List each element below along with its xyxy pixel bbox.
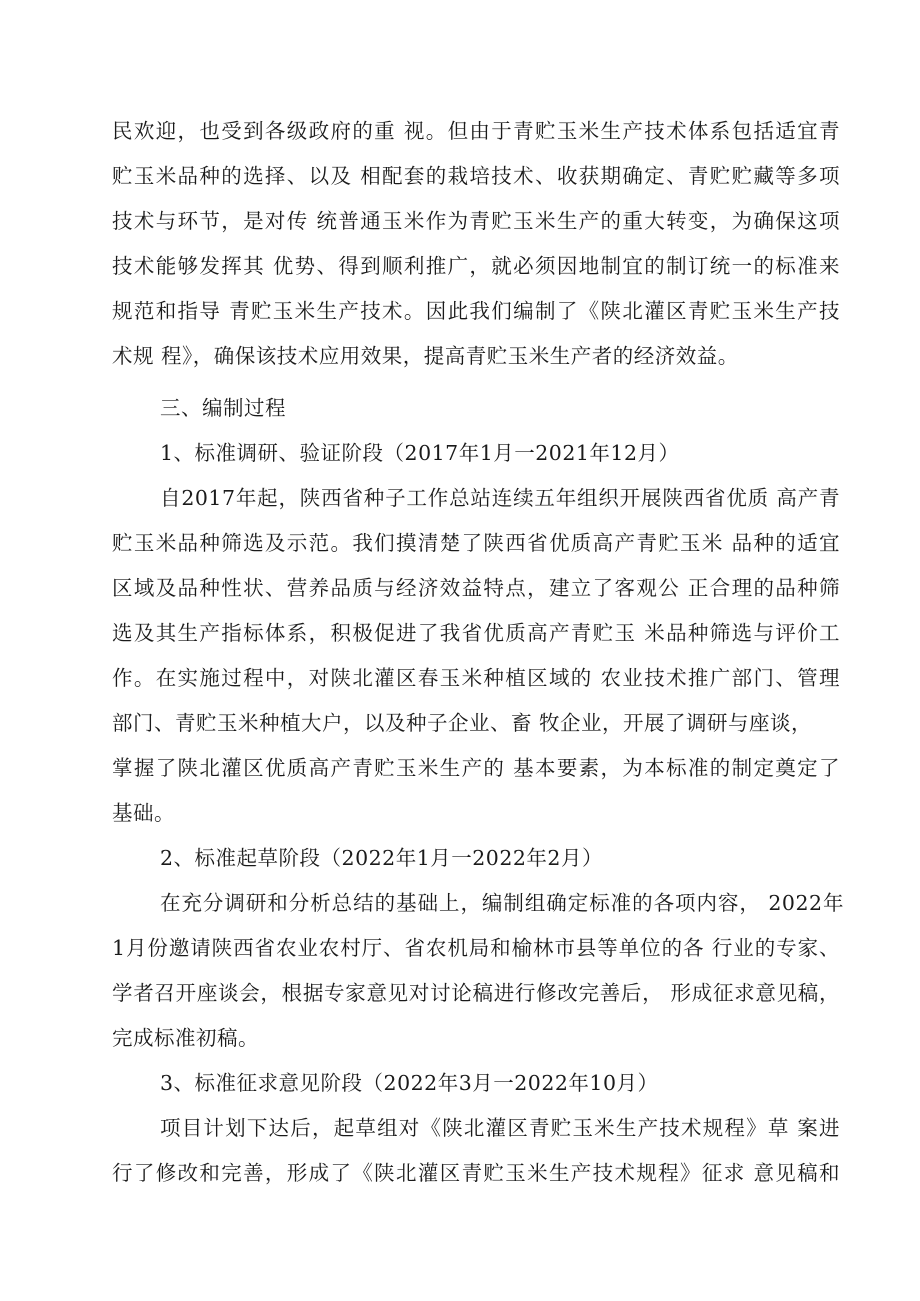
text-line: 部门、青贮玉米种植大户，以及种子企业、畜 牧企业，开展了调研与座谈， bbox=[112, 711, 813, 735]
text-line: 贮玉米品种的选择、以及 相配套的栽培技术、收获期确定、青贮贮藏等多项 bbox=[112, 164, 840, 188]
subsection-heading: 2、标准起草阶段（2022年1月一2022年2月） bbox=[160, 846, 603, 870]
text-line: 项目计划下达后，起草组对《陕北灌区青贮玉米生产技术规程》草 案进 bbox=[160, 1116, 840, 1140]
text-line: 区域及品种性状、营养品质与经济效益特点，建立了客观公 正合理的品种筛 bbox=[112, 576, 840, 600]
text-line: 术规 程》，确保该技术应用效果，提高青贮玉米生产者的经济效益。 bbox=[112, 344, 739, 368]
subsection-heading: 1、标准调研、验证阶段（2017年1月一2021年12月） bbox=[160, 441, 680, 465]
text-line: 基础。 bbox=[112, 801, 175, 825]
text-line: 规范和指导 青贮玉米生产技术。因此我们编制了《陕北灌区青贮玉米生产技 bbox=[112, 299, 840, 323]
text-line: 在充分调研和分析总结的基础上，编制组确定标准的各项内容， 2022年 bbox=[160, 891, 844, 915]
text-line: 贮玉米品种筛选及示范。我们摸清楚了陕西省优质高产青贮玉米 品种的适宜 bbox=[112, 531, 840, 555]
text-line: 完成标准初稿。 bbox=[112, 1026, 259, 1050]
text-line: 1月份邀请陕西省农业农村厅、省农机局和榆林市县等单位的各 行业的专家、 bbox=[112, 936, 840, 960]
text-line: 行了修改和完善，形成了《陕北灌区青贮玉米生产技术规程》征求 意见稿和 bbox=[112, 1161, 840, 1185]
text-line: 选及其生产指标体系，积极促进了我省优质高产青贮玉 米品种筛选与评价工 bbox=[112, 621, 840, 645]
subsection-heading: 3、标准征求意见阶段（2022年3月一2022年10月） bbox=[160, 1071, 659, 1095]
text-line: 学者召开座谈会，根据专家意见对讨论稿进行修改完善后， 形成征求意见稿， bbox=[112, 981, 840, 1005]
text-line: 技术与环节，是对传 统普通玉米作为青贮玉米生产的重大转变，为确保这项 bbox=[112, 209, 840, 233]
text-line: 掌握了陕北灌区优质高产青贮玉米生产的 基本要素，为本标准的制定奠定了 bbox=[112, 756, 840, 780]
text-line: 自2017年起，陕西省种子工作总站连续五年组织开展陕西省优质 高产青 bbox=[160, 486, 840, 510]
section-heading: 三、编制过程 bbox=[160, 396, 286, 420]
text-line: 技术能够发挥其 优势、得到顺利推广，就必须因地制宜的制订统一的标准来 bbox=[112, 254, 840, 278]
text-line: 民欢迎，也受到各级政府的重 视。但由于青贮玉米生产技术体系包括适宜青 bbox=[112, 119, 840, 143]
text-line: 作。在实施过程中，对陕北灌区春玉米种植区域的 农业技术推广部门、管理 bbox=[112, 666, 840, 690]
